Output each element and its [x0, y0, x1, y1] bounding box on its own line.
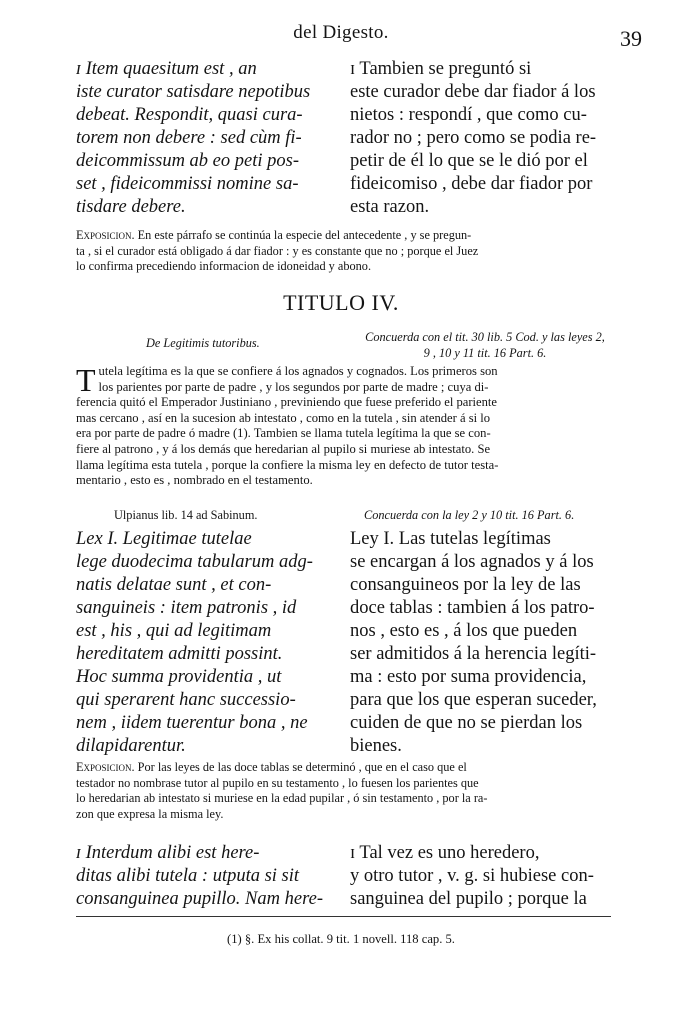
spanish-line: fideicomiso , debe dar fiador por: [350, 174, 593, 194]
latin-line: ɪ Item quaesitum est , an: [76, 59, 257, 79]
latin-line: est , his , qui ad legitimam: [76, 621, 272, 641]
exposicion-line: lo heredarian ab intestato si muriese en la edad pupilar , ó sin testamento , por la ra-: [76, 791, 488, 805]
latin-line: deicommissum ab eo peti pos-: [76, 151, 299, 171]
latin-line: lege duodecima tabularum adg-: [76, 552, 313, 572]
spanish-line: para que los que esperan suceder,: [350, 690, 597, 710]
lex-source: Ulpianus lib. 14 ad Sabinum.: [114, 508, 258, 522]
spanish-column-section1: [350, 58, 610, 219]
latin-line: Lex I. Legitimae tutelae: [76, 529, 252, 549]
latin-line: nem , iidem tuerentur bona , ne: [76, 713, 308, 733]
spanish-line: bienes.: [350, 736, 402, 756]
latin-line: hereditatem admitti possint.: [76, 644, 283, 664]
spanish-line: cuiden de que no se pierdan los: [350, 713, 583, 733]
exposicion-line: ta , si el curador está obligado á dar fiador : y es constante que no ; porque el Juez: [76, 243, 479, 258]
concordance-line: Concuerda con el tit. 30 lib. 5 Cod. y las leyes 2,: [365, 330, 605, 344]
latin-line: tisdare debere.: [76, 197, 186, 217]
title-concordance: [354, 330, 616, 361]
exposicion-label: Exposicion.: [76, 228, 135, 242]
exposicion-line: testador no nombrase tutor al pupilo en su testamento , lo fuesen los parientes que: [76, 775, 479, 790]
tutela-line: los parientes por parte de padre , y los segundos por parte de madre ; cuya di-: [98, 379, 489, 394]
spanish-line: Ley I. Las tutelas legítimas: [350, 529, 551, 549]
spanish-line: este curador debe dar fiador á los: [350, 82, 596, 102]
latin-line: set , fideicommissi nomine sa-: [76, 174, 299, 194]
spanish-line: ɪ Tal vez es uno heredero,: [350, 843, 540, 863]
tutela-line: mentario , esto es , nombrado en el testamento.: [76, 473, 313, 488]
latin-line: ditas alibi tutela : utputa si sit: [76, 866, 300, 886]
latin-column-section1: [76, 58, 332, 219]
tutela-paragraph: [76, 364, 612, 489]
exposicion-paragraph-1: [76, 228, 612, 275]
exposicion-line: lo confirma precediendo informacion de idoneidad y abono.: [76, 259, 372, 273]
spanish-line: ser admitidos á la herencia legíti-: [350, 644, 597, 664]
spanish-line: nietos : respondí , que como cu-: [350, 105, 587, 125]
spanish-line: ɪ Tambien se preguntó si: [350, 59, 532, 79]
latin-line: debeat. Respondit, quasi cura-: [76, 105, 303, 125]
tutela-line: fiere al patrono , y á los demás que heredarian al pupilo si muriese ab intestato. Se: [76, 441, 491, 456]
tutela-line: llama legítima esta tutela , porque la confiere la misma ley en defecto de tutor testa-: [76, 457, 499, 472]
tutela-line: ferencia quitó el Emperador Justiniano , previniendo que fuese preferido el pariente: [76, 395, 498, 410]
latin-line: Hoc summa providentia , ut: [76, 667, 282, 687]
exposicion-line: Por las leyes de las doce tablas se determinó , que en el caso que el: [137, 760, 467, 774]
spanish-line: rador no ; pero como se podia re-: [350, 128, 597, 148]
title-heading: TITULO IV.: [283, 290, 399, 315]
tutela-line: era por parte de padre ó madre (1). Tambien se llama tutela legítima la que se con-: [76, 426, 491, 441]
tutela-line: mas cercano , así en la sucesion ab intestato , como en la tutela , sin atender á si lo: [76, 410, 491, 425]
footnote: (1) §. Ex his collat. 9 tit. 1 novell. 118 cap. 5.: [227, 932, 455, 946]
latin-line: qui sperarent hanc successio-: [76, 690, 296, 710]
running-title: del Digesto.: [293, 22, 389, 43]
exposicion-line: En este párrafo se continúa la especie del antecedente , y se pregun-: [137, 228, 472, 242]
exposicion-label: Exposicion.: [76, 760, 135, 774]
running-header: [0, 22, 682, 52]
spanish-line: se encargan á los agnados y á los: [350, 552, 594, 572]
tutela-line: utela legítima es la que se confiere á los agnados y cognados. Los primeros son: [98, 364, 498, 378]
spanish-line: ma : esto por suma providencia,: [350, 667, 587, 687]
latin-line: sanguineis : item patronis , id: [76, 598, 297, 618]
spanish-line: petir de él lo que se le dió por el: [350, 151, 588, 171]
spanish-line: y otro tutor , v. g. si hubiese con-: [350, 866, 594, 886]
spanish-line: doce tablas : tambien á los patro-: [350, 598, 595, 618]
title-subtitle: De Legitimis tutoribus.: [146, 336, 260, 350]
latin-line: dilapidarentur.: [76, 736, 186, 756]
latin-column-section3: [76, 842, 332, 911]
footnote-divider: [76, 916, 611, 917]
spanish-column-lex1: [350, 528, 610, 758]
exposicion-paragraph-2: [76, 760, 612, 822]
spanish-line: sanguinea del pupilo ; porque la: [350, 889, 587, 909]
spanish-column-section3: [350, 842, 610, 911]
latin-line: consanguinea pupillo. Nam here-: [76, 889, 323, 909]
spanish-line: nos , esto es , á los que pueden: [350, 621, 578, 641]
spanish-line: consanguineos por la ley de las: [350, 575, 581, 595]
concordance-line: 9 , 10 y 11 tit. 16 Part. 6.: [423, 345, 547, 360]
drop-cap: T: [76, 362, 96, 398]
exposicion-line: zon que expresa la misma ley.: [76, 806, 224, 821]
latin-line: torem non debere : sed cùm fi-: [76, 128, 302, 148]
latin-column-lex1: [76, 528, 332, 758]
latin-line: natis delatae sunt , et con-: [76, 575, 272, 595]
page-number: 39: [620, 26, 642, 51]
lex-concordance: Concuerda con la ley 2 y 10 tit. 16 Part. 6.: [364, 508, 575, 522]
latin-line: ɪ Interdum alibi est here-: [76, 843, 260, 863]
latin-line: iste curator satisdare nepotibus: [76, 82, 311, 102]
spanish-line: esta razon.: [350, 197, 430, 217]
